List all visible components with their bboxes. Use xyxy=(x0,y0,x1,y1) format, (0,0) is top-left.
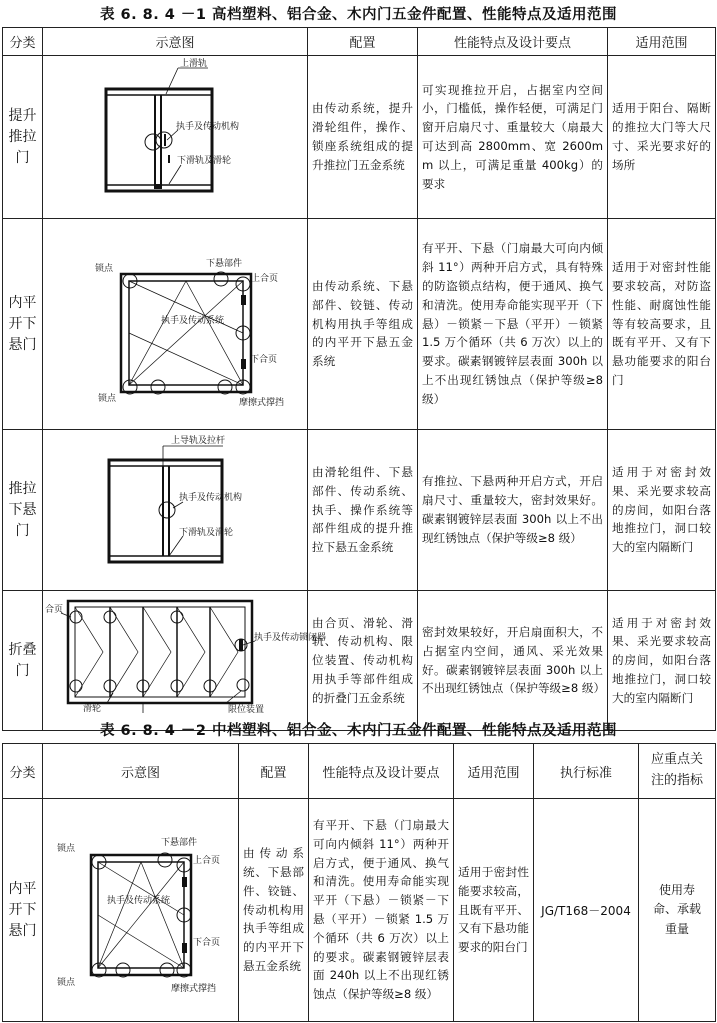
label-friction-stay: 摩擦式撑挡 xyxy=(171,984,217,994)
label-upper-hinge: 上合页 xyxy=(193,856,221,866)
indicators-cell: 使用寿命、承载重量 xyxy=(639,799,716,1022)
config-cell: 由传动系统、下悬部件、铰链、传动机构用执手等组成的内平开下悬五金系统 xyxy=(308,219,418,430)
table2-header-row xyxy=(3,744,716,799)
performance-cell: 可实现推拉开启，占据室内空间小，门槛低，操作轻便，可满足门窗开启扇尺寸、重量较大（扇最大可达到高 2800mm、宽 2600mm 以上，可满足重量 400kg）的要求 xyxy=(418,56,608,219)
label-lower-hinge: 下合页 xyxy=(193,938,221,948)
label-lock-point-bottom: 锁点 xyxy=(57,978,76,988)
table2-title: 表 6. 8. 4 －2 中档塑料、铝合金、木内门五金件配置、性能特点及适用范围 xyxy=(99,723,618,739)
header-config: 配置 xyxy=(308,28,418,56)
standard-cell: JG/T168－2004 xyxy=(534,799,639,1022)
label-roller: 滑轮 xyxy=(83,704,102,714)
label-upper-hinge: 上合页 xyxy=(251,274,279,284)
scope-cell: 适用于密封性能要求较高，且既有平开、又有下悬功能要求的阳台门 xyxy=(454,799,534,1022)
label-lock-point-top: 锁点 xyxy=(57,844,76,854)
label-limit-device: 限位装置 xyxy=(228,705,265,715)
config-cell: 由传动系统，提升滑轮组件，操作、锁座系统组成的提升推拉门五金系统 xyxy=(308,56,418,219)
scope-cell: 适用于对密封效果、采光要求较高的房间，如阳台落地推拉门，洞口较大的室内隔断门 xyxy=(608,430,716,591)
header-performance: 性能特点及设计要点 xyxy=(418,28,608,56)
scope-cell: 适用于对密封效果、采光要求较高的房间，如阳台落地推拉门，洞口较大的室内隔断门 xyxy=(608,591,716,731)
category-cell: 内平 开下 悬门 xyxy=(3,219,43,430)
header-category: 分类 xyxy=(3,744,43,799)
header-diagram: 示意图 xyxy=(43,744,239,799)
label-upper-guide: 上导轨及拉杆 xyxy=(171,436,226,446)
table-row xyxy=(3,56,716,219)
table-row xyxy=(3,219,716,430)
diagram-lift-sliding-door xyxy=(43,56,308,219)
table-row xyxy=(3,799,716,1022)
label-upper-rail: 上滑轨 xyxy=(180,59,208,69)
header-category: 分类 xyxy=(3,28,43,56)
label-lower-rail: 下滑轨及滑轮 xyxy=(177,156,232,166)
header-scope: 适用范围 xyxy=(608,28,716,56)
performance-cell: 有推拉、下悬两种开启方式，开启扇尺寸、重量较大，密封效果好。碳素钢镀锌层表面 300h 以上不出现红锈蚀点（保护等级≥8 级） xyxy=(418,430,608,591)
config-cell: 由传动系统、下悬部件、铰链、传动机构用执手等组成的内平开下悬五金系统 xyxy=(239,799,309,1022)
category-cell: 内平 开下 悬门 xyxy=(3,799,43,1022)
performance-cell: 有平开、下悬（门扇最大可向内倾斜 11°）两种开启方式，便于通风、换气和清洗。使用寿命能实现平开（下悬）－锁紧－下悬（平开）－锁紧 1.5 万个循环（共 6 万次）以上的要求。碳素钢镀锌层表面 240h 以上不出现红锈蚀点（保护等级≥8 级） xyxy=(309,799,454,1022)
header-performance: 性能特点及设计要点 xyxy=(309,744,454,799)
label-handle-lock: 执手及传动锁闭器 xyxy=(254,633,327,643)
config-cell: 由合页、滑轮、滑轨、传动机构、限位装置、传动机构用执手等部件组成的折叠门五金系统 xyxy=(308,591,418,731)
table2 xyxy=(2,743,716,1022)
label-friction-stay: 摩擦式撑挡 xyxy=(239,398,285,408)
config-cell: 由滑轮组件、下悬部件、传动系统、执手、操作系统等部件组成的提升推拉下悬五金系统 xyxy=(308,430,418,591)
diagram-slide-tilt-door xyxy=(43,430,308,591)
table1-header-row xyxy=(3,28,716,56)
table1-title: 表 6. 8. 4 －1 高档塑料、铝合金、木内门五金件配置、性能特点及适用范围 xyxy=(99,7,618,23)
header-indicators: 应重点关注的指标 xyxy=(639,744,716,799)
header-standard: 执行标准 xyxy=(534,744,639,799)
label-hinge: 合页 xyxy=(45,605,64,615)
label-lock-point-bottom: 锁点 xyxy=(98,394,117,404)
scope-cell: 适用于对密封性能要求较高，对防盗性能、耐腐蚀性能等有较高要求，且既有平开、又有下悬功能要求的阳台门 xyxy=(608,219,716,430)
label-lower-hinge: 下合页 xyxy=(250,355,278,365)
label-handle-mechanism: 执手及传动机构 xyxy=(179,493,243,503)
label-lower-rail: 下滑轨及滑轮 xyxy=(179,528,234,538)
label-tilt-part: 下悬部件 xyxy=(161,838,198,848)
table-row xyxy=(3,591,716,731)
category-cell: 提升 推拉 门 xyxy=(3,56,43,219)
scope-cell: 适用于阳台、隔断的推拉大门等大尺寸、采光要求好的场所 xyxy=(608,56,716,219)
performance-cell: 密封效果较好，开启扇面积大，不占据室内空间，通风、采光效果好。碳素钢镀锌层表面 300h 以上不出现红锈蚀点（保护等级≥8 级） xyxy=(418,591,608,731)
diagram-folding-door xyxy=(43,591,327,731)
header-scope: 适用范围 xyxy=(454,744,534,799)
diagram-tilt-turn-door xyxy=(43,799,239,1022)
table1 xyxy=(2,27,716,731)
performance-cell: 有平开、下悬（门扇最大可向内倾斜 11°）两种开启方式，具有特殊的防盗锁点结构，便于通风、换气和清洗。使用寿命能实现平开（下悬）－锁紧－下悬（平开）－锁紧 1.5 万个循环（共 6 万次）以上的要求。碳素钢镀锌层表面 300h 以上不出现红锈蚀点（保护等级≥8 级） xyxy=(418,219,608,430)
table-row xyxy=(3,430,716,591)
label-tilt-part: 下悬部件 xyxy=(206,259,243,269)
label-handle-system: 执手及传动系统 xyxy=(107,896,171,906)
label-handle-mechanism: 执手及传动机构 xyxy=(176,122,240,132)
label-handle-system: 执手及传动系统 xyxy=(161,316,225,326)
category-cell: 推拉 下悬 门 xyxy=(3,430,43,591)
label-lock-point-top: 锁点 xyxy=(95,264,114,274)
header-config: 配置 xyxy=(239,744,309,799)
header-diagram: 示意图 xyxy=(43,28,308,56)
diagram-tilt-turn-door xyxy=(43,219,308,430)
category-cell: 折叠 门 xyxy=(3,591,43,731)
